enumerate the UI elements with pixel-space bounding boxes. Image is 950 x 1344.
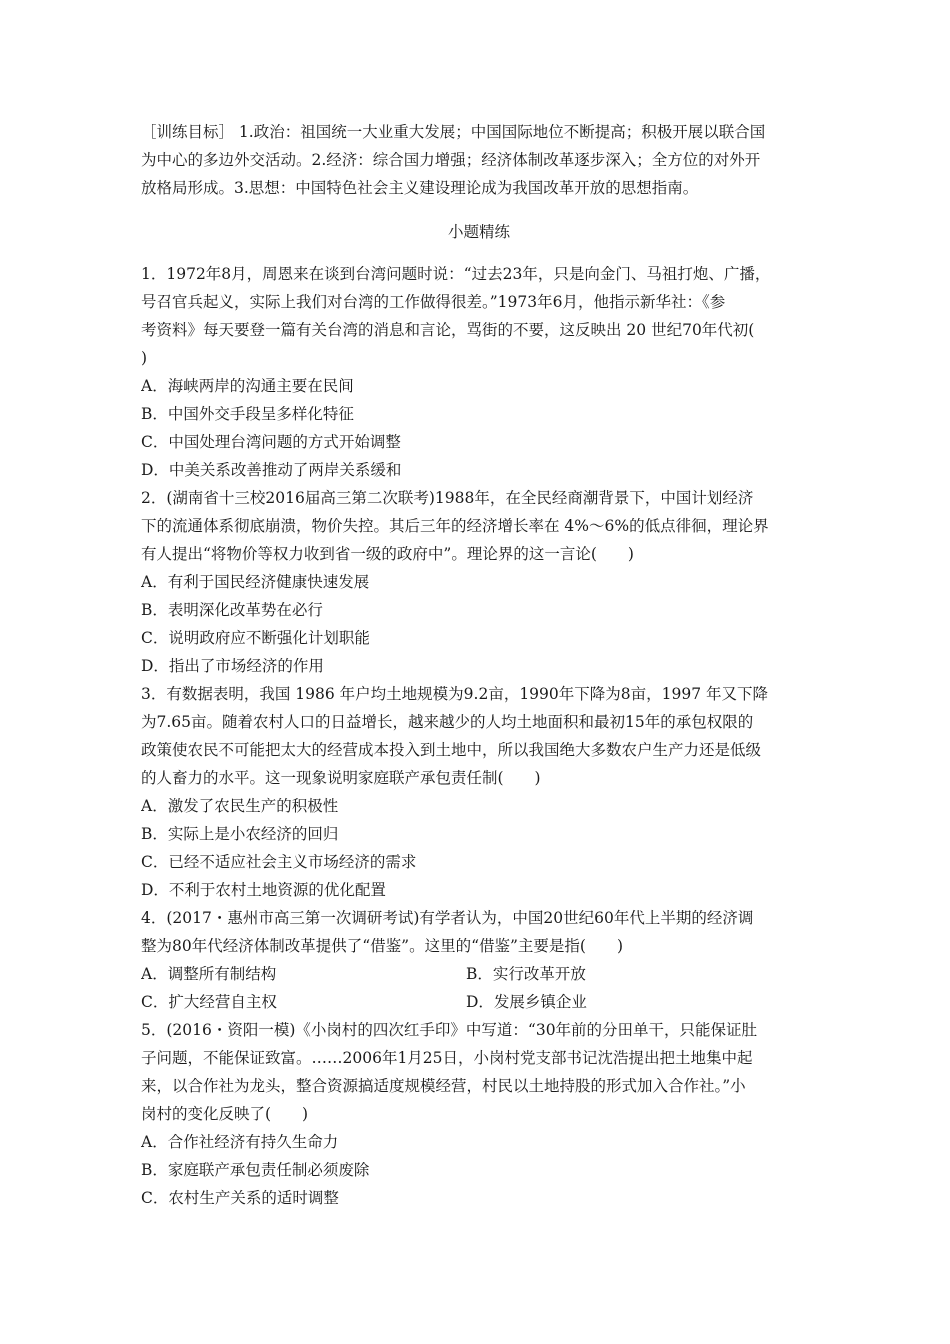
answer-option: A．调整所有制结构 xyxy=(141,965,277,983)
question-stem-line: ) xyxy=(141,349,148,367)
question-5 xyxy=(141,1016,817,1212)
question-stem-line: 子问题，不能保证致富。……2006年1月25日，小岗村党支部书记沈浩提出把土地集中起 xyxy=(141,1049,753,1067)
answer-option: D．发展乡镇企业 xyxy=(466,993,587,1011)
text-line: ［训练目标］ 1.政治：祖国统一大业重大发展；中国国际地位不断提高；积极开展以联合国 xyxy=(141,123,766,141)
answer-option: C．已经不适应社会主义市场经济的需求 xyxy=(141,853,417,871)
answer-option: B．实际上是小农经济的回归 xyxy=(141,825,339,843)
answer-option: C．扩大经营自主权 xyxy=(141,993,277,1011)
question-stem-line: 3．有数据表明，我国 1986 年户均土地规模为9.2亩，1990年下降为8亩，1997 年又下降 xyxy=(141,685,768,703)
page-content xyxy=(141,118,817,1212)
question-stem-line: 的人畜力的水平。这一现象说明家庭联产承包责任制( ) xyxy=(141,769,541,787)
answer-option: A．合作社经济有持久生命力 xyxy=(141,1133,339,1151)
option-row xyxy=(141,988,817,1016)
question-4 xyxy=(141,904,817,1016)
answer-option: B．家庭联产承包责任制必须废除 xyxy=(141,1161,370,1179)
question-stem-line: 政策使农民不可能把太大的经营成本投入到土地中，所以我国绝大多数农户生产力还是低级 xyxy=(141,741,762,759)
question-stem-line: 有人提出“将物价等权力收到省一级的政府中”。理论界的这一言论( ) xyxy=(141,545,634,563)
answer-option: C．农村生产关系的适时调整 xyxy=(141,1189,339,1207)
question-stem-line: 整为80年代经济体制改革提供了“借鉴”。这里的“借鉴”主要是指( ) xyxy=(141,937,624,955)
text-line: 为中心的多边外交活动。2.经济：综合国力增强；经济体制改革逐步深入；全方位的对外开 xyxy=(141,151,761,169)
answer-option: B．表明深化改革势在必行 xyxy=(141,601,323,619)
option-row xyxy=(141,960,817,988)
question-stem-line: 号召官兵起义，实际上我们对台湾的工作做得很差。”1973年6月，他指示新华社：《参 xyxy=(141,293,726,311)
question-stem-line: 来，以合作社为龙头，整合资源搞适度规模经营，村民以土地持股的形式加入合作社。”小 xyxy=(141,1077,746,1095)
text-line: 放格局形成。3.思想：中国特色社会主义建设理论成为我国改革开放的思想指南。 xyxy=(141,179,699,197)
question-stem-line: 考资料》每天要登一篇有关台湾的消息和言论，骂街的不要，这反映出 20 世纪70年代初( xyxy=(141,321,755,339)
question-stem-line: 为7.65亩。随着农村人口的日益增长，越来越少的人均土地面积和最初15年的承包权限的 xyxy=(141,713,754,731)
question-1 xyxy=(141,260,817,484)
answer-option: C．中国处理台湾问题的方式开始调整 xyxy=(141,433,401,451)
answer-option: A．激发了农民生产的积极性 xyxy=(141,797,339,815)
answer-option: D．不利于农村土地资源的优化配置 xyxy=(141,881,386,899)
question-stem-line: 1．1972年8月，周恩来在谈到台湾问题时说：“过去23年，只是向金门、马祖打炮、广播， xyxy=(141,265,771,283)
question-stem-line: 4．(2017・惠州市高三第一次调研考试)有学者认为，中国20世纪60年代上半期的经济调 xyxy=(141,909,754,927)
section-title: 小题精练 xyxy=(447,223,510,241)
answer-option: B．实行改革开放 xyxy=(466,965,586,983)
answer-option: D．中美关系改善推动了两岸关系缓和 xyxy=(141,461,402,479)
training-goals xyxy=(141,118,817,202)
answer-option: D．指出了市场经济的作用 xyxy=(141,657,324,675)
question-stem-line: 岗村的变化反映了( ) xyxy=(141,1105,309,1123)
question-stem-line: 下的流通体系彻底崩溃，物价失控。其后三年的经济增长率在 4%～6%的低点徘徊，理论界 xyxy=(141,517,769,535)
question-3 xyxy=(141,680,817,904)
answer-option: A．海峡两岸的沟通主要在民间 xyxy=(141,377,354,395)
answer-option: B．中国外交手段呈多样化特征 xyxy=(141,405,354,423)
question-stem-line: 5．(2016・资阳一模)《小岗村的四次红手印》中写道：“30年前的分田单干，只能保证肚 xyxy=(141,1021,758,1039)
answer-option: A．有利于国民经济健康快速发展 xyxy=(141,573,370,591)
question-2 xyxy=(141,484,817,680)
answer-option: C．说明政府应不断强化计划职能 xyxy=(141,629,370,647)
question-stem-line: 2．(湖南省十三校2016届高三第二次联考)1988年，在全民经商潮背景下，中国计划经济 xyxy=(141,489,754,507)
